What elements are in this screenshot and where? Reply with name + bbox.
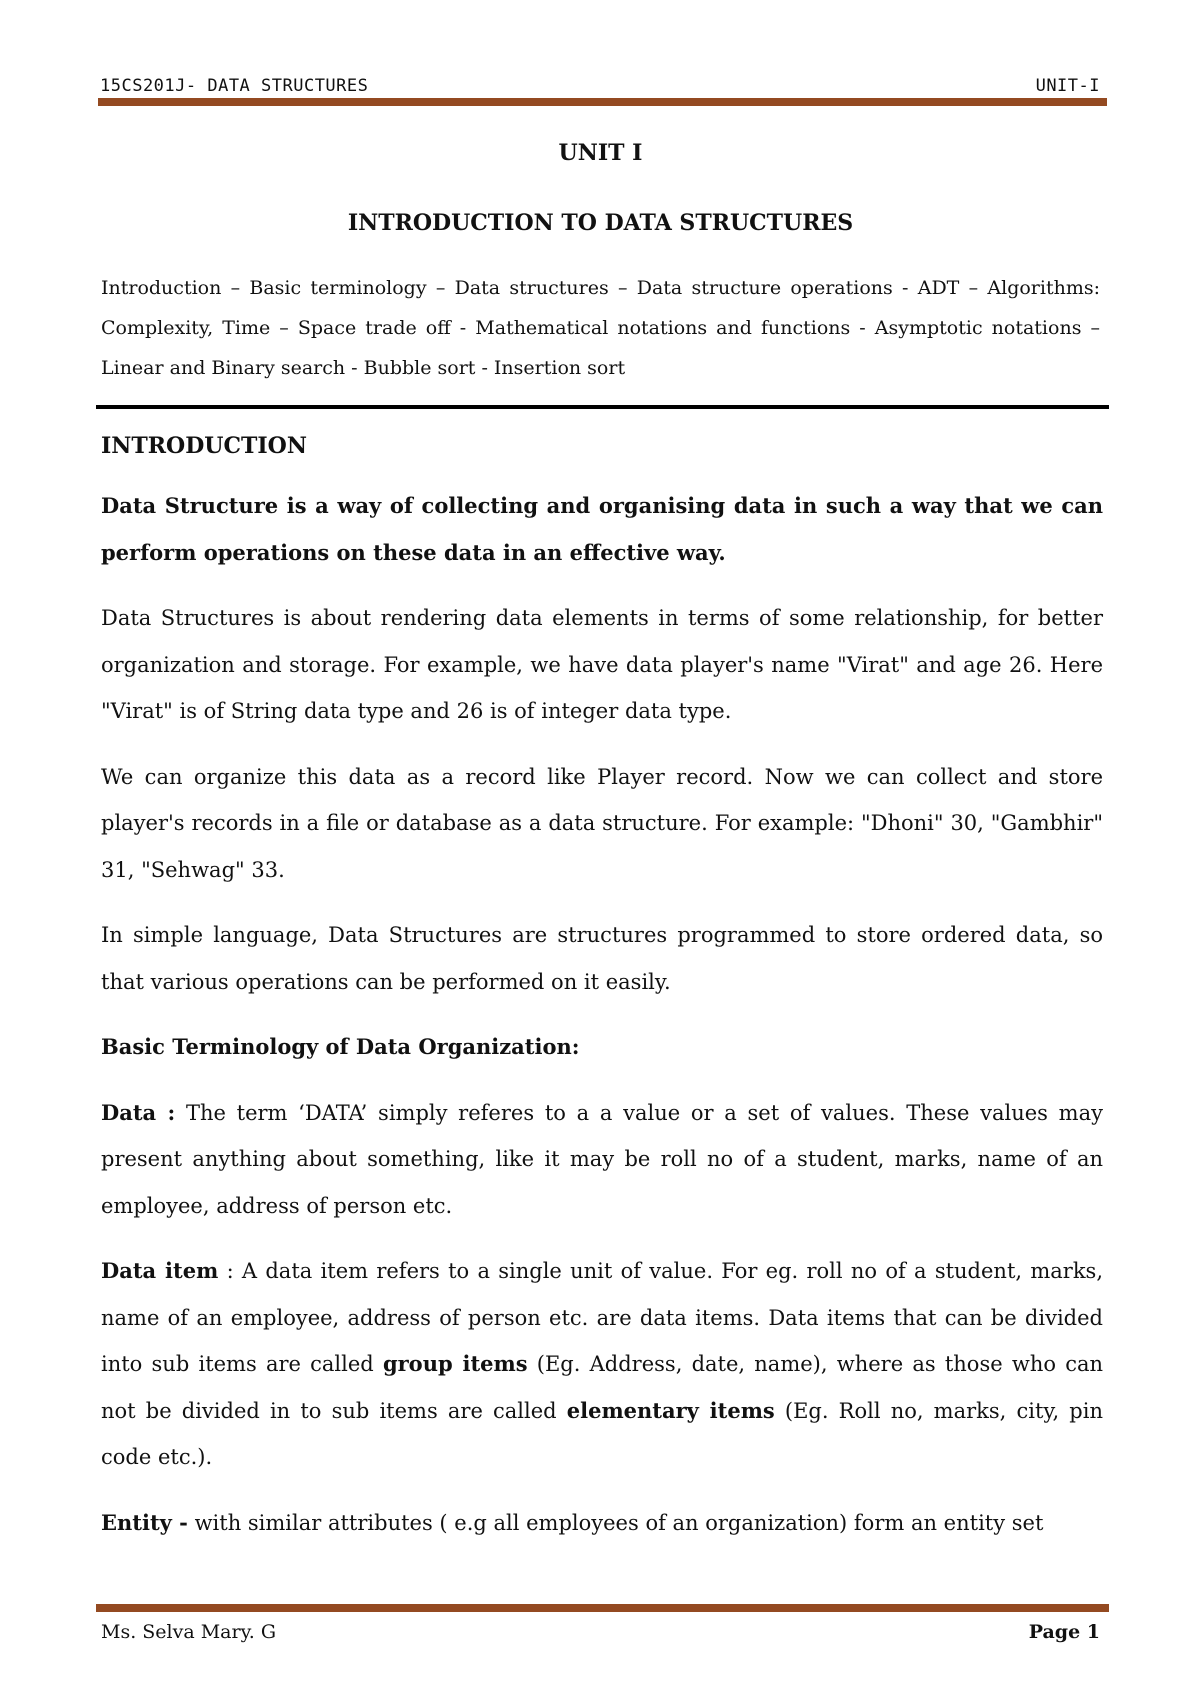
data-text: The term ‘DATA’ simply referes to a a value or a set of values. These values may present anything about something, like it may be roll no of a student, marks, name of an employee, address of person etc. — [101, 1100, 1103, 1218]
syllabus-topics: Introduction – Basic terminology – Data structures – Data structure operations - ADT – Algorithms: Complexity, Time – Space trade off - Mathematical notations and functions - Asymptotic notations – Linear and Binary search - Bubble sort - Insertion sort — [101, 277, 1100, 379]
footer-author: Ms. Selva Mary. G — [101, 1621, 277, 1643]
definition-text: Data Structure is a way of collecting and organising data in such a way that we can perform operations on these data in an effective way. — [101, 493, 1103, 565]
chapter-title: INTRODUCTION TO DATA STRUCTURES — [347, 210, 854, 236]
terminology-heading — [101, 1024, 1103, 1071]
terminology-heading-text: Basic Terminology of Data Organization: — [101, 1034, 580, 1059]
body-text — [101, 428, 1103, 1546]
entity-text: with similar attributes ( e.g all employees of an organization) form an entity set — [187, 1510, 1044, 1535]
elementary-items-term: elementary items — [566, 1397, 775, 1423]
intro-paragraph-3: In simple language, Data Structures are structures programmed to store ordered data, so that various operations can be performed on it easily. — [101, 923, 1103, 994]
entity-definition — [101, 1500, 1103, 1547]
page-footer — [101, 1621, 1100, 1643]
data-item-text-2: (Eg. Address, date, name), where as those who can not be divided in to sub items are called — [101, 1352, 1103, 1423]
definition-paragraph — [101, 483, 1103, 576]
intro-paragraph-1: Data Structures is about rendering data elements in terms of some relationship, for better organization and storage. For example, we have data player's name "Virat" and age 26. Here "Virat" is of String data type and 26 is of integer data type. — [101, 606, 1103, 723]
data-item-text-1: : A data item refers to a single unit of value. For eg. roll no of a student, marks, name of an employee, address of person etc. are data items. Data items that can be divided into sub items are called — [101, 1259, 1103, 1376]
header-course: 15CS201J- DATA STRUCTURES — [100, 76, 369, 96]
unit-title: UNIT I — [558, 140, 643, 166]
page-number: Page 1 — [1028, 1621, 1100, 1643]
data-definition — [101, 1090, 1103, 1230]
introduction-heading: INTRODUCTION — [101, 433, 307, 459]
data-item-text-3: (Eg. Roll no, marks, city, pin code etc.). — [101, 1398, 1103, 1469]
data-term: Data : — [101, 1099, 176, 1125]
title-block — [101, 138, 1100, 388]
page-header — [100, 70, 1100, 96]
group-items-term: group items — [382, 1351, 528, 1376]
footer-rule — [96, 1604, 1109, 1612]
entity-term: Entity - — [101, 1509, 188, 1535]
header-unit: UNIT-I — [1035, 76, 1100, 96]
data-item-term: Data item — [101, 1258, 219, 1283]
header-rule — [98, 98, 1107, 106]
intro-paragraph-2: We can organize this data as a record like Player record. Now we can collect and store player's records in a file or database as a data structure. For example: "Dhoni" 30, "Gambhir" 31, "Sehwag" 33. — [101, 764, 1103, 882]
data-item-definition — [101, 1248, 1103, 1481]
section-divider — [96, 405, 1109, 409]
